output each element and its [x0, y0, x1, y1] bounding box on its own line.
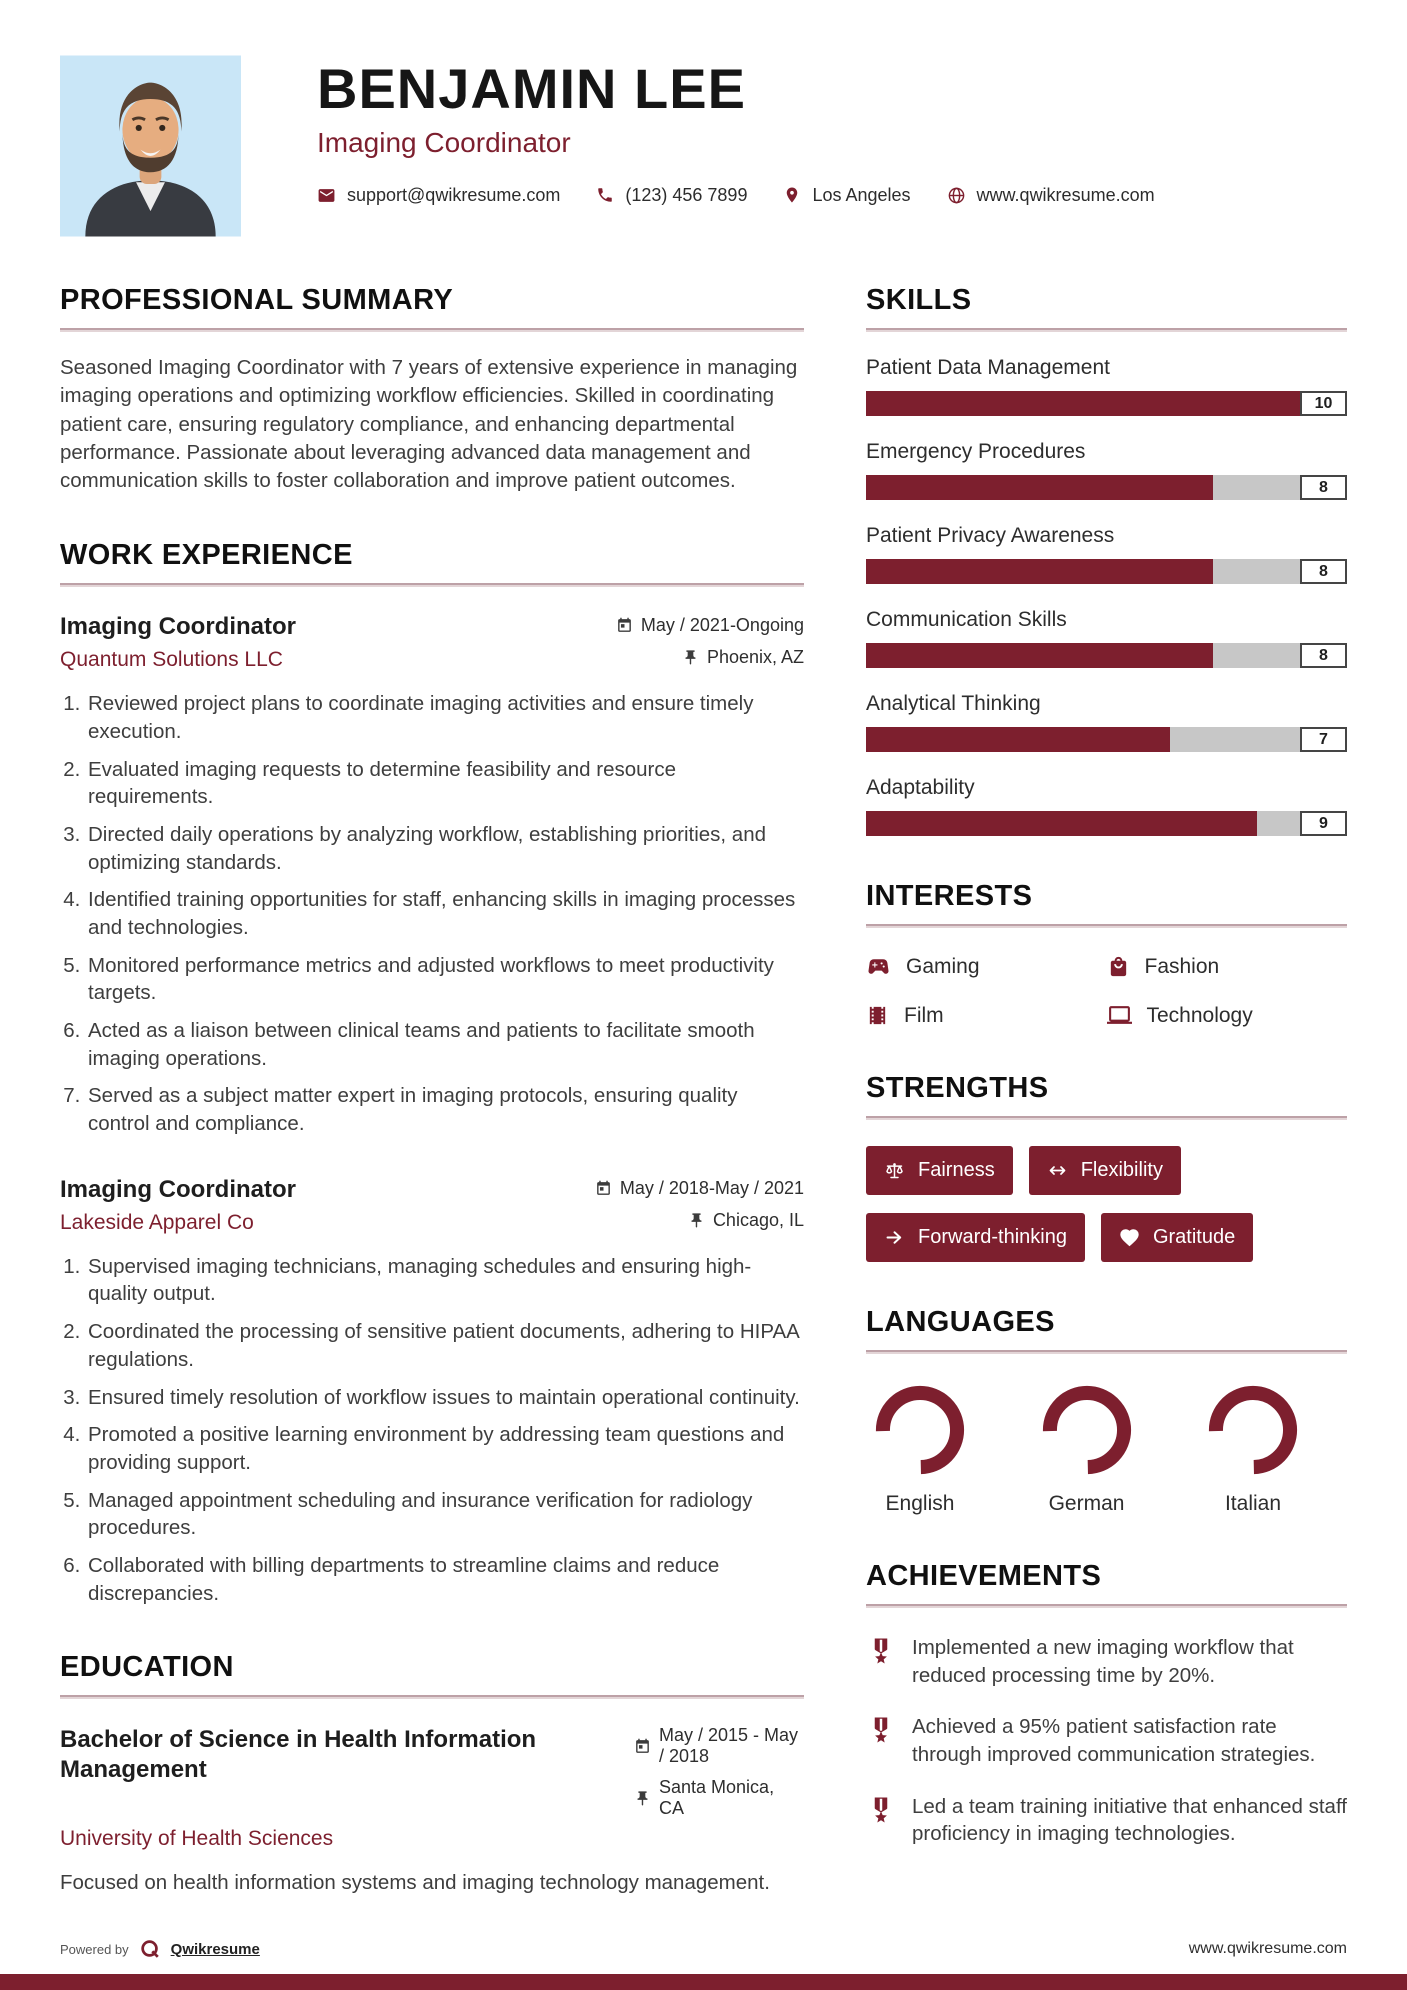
medal-icon	[866, 1715, 896, 1745]
job-bullet: 3. Directed daily operations by analyzing workflow, establishing priorities, and optimizing standards.	[86, 821, 804, 876]
job-company: Lakeside Apparel Co	[60, 1210, 254, 1234]
skill-label: Patient Data Management	[866, 356, 1110, 379]
job-bullet: 6. Acted as a liaison between clinical teams and patients to facilitate smooth imaging operations.	[86, 1017, 804, 1072]
contact-website-text: www.qwikresume.com	[976, 184, 1155, 205]
job-bullet: 2. Coordinated the processing of sensitive patient documents, adhering to HIPAA regulations.	[86, 1318, 804, 1373]
section-divider	[60, 328, 804, 332]
strengths-heading: STRENGTHS	[866, 1072, 1049, 1104]
section-professional-summary	[60, 284, 804, 495]
skill-bar	[866, 811, 1347, 836]
qwikresume-brand-link[interactable]: Qwikresume	[170, 1940, 260, 1958]
skill-bar-fill	[866, 475, 1213, 500]
section-divider	[866, 924, 1347, 928]
skill-label: Patient Privacy Awareness	[866, 524, 1115, 547]
contact-email-text: support@qwikresume.com	[347, 184, 561, 205]
job-bullet-list	[60, 690, 804, 1137]
calendar-icon	[616, 617, 633, 634]
skill-score: 8	[1300, 475, 1347, 500]
powered-by-label: Powered by	[60, 1941, 129, 1957]
language-item	[1207, 1384, 1299, 1516]
skill-bar-fill	[866, 391, 1300, 416]
page-footer	[60, 1938, 1347, 1960]
skill-score: 10	[1300, 391, 1347, 416]
achievement-item	[866, 1634, 1347, 1689]
person-job-title: Imaging Coordinator	[317, 126, 571, 158]
education-location	[634, 1777, 804, 1819]
globe-icon	[947, 186, 966, 205]
skill-bar-fill	[866, 643, 1213, 668]
job-dates	[616, 615, 804, 636]
section-interests	[866, 880, 1347, 1028]
pushpin-icon	[688, 1212, 705, 1229]
interest-item	[866, 1003, 1107, 1028]
skill-bar	[866, 391, 1347, 416]
job-bullet: 1. Reviewed project plans to coordinate imaging activities and ensure timely execution.	[86, 690, 804, 745]
skill-item	[866, 608, 1347, 668]
section-divider	[60, 583, 804, 587]
strength-label: Gratitude	[1152, 1226, 1236, 1248]
contact-email[interactable]	[317, 185, 560, 206]
skill-bar	[866, 559, 1347, 584]
skill-bar-fill	[866, 811, 1257, 836]
laptop-icon	[1107, 1003, 1132, 1028]
skill-bar-fill	[866, 727, 1170, 752]
job-dates	[595, 1178, 804, 1199]
skill-bar	[866, 643, 1347, 668]
arrow-right-icon	[884, 1227, 905, 1248]
achievements-heading: ACHIEVEMENTS	[866, 1560, 1102, 1592]
interest-label: Film	[904, 1003, 944, 1027]
heart-icon	[1119, 1227, 1140, 1248]
envelope-icon	[317, 186, 336, 205]
education-dates	[634, 1725, 804, 1767]
section-skills	[866, 284, 1347, 836]
skill-score: 8	[1300, 643, 1347, 668]
strength-badge	[1029, 1146, 1181, 1195]
job-dates-text: May / 2018-May / 2021	[619, 1177, 804, 1198]
job-bullet: 6. Collaborated with billing departments to streamline claims and reduce discrepancies.	[86, 1552, 804, 1607]
language-label: Italian	[1224, 1492, 1282, 1515]
job-bullet: 5. Monitored performance metrics and adjusted workflows to meet productivity targets.	[86, 952, 804, 1007]
interest-label: Fashion	[1144, 954, 1220, 978]
section-divider	[866, 1604, 1347, 1608]
strength-badge	[1101, 1213, 1253, 1262]
job-location-text: Phoenix, AZ	[706, 647, 804, 668]
section-education	[60, 1651, 804, 1897]
skill-item	[866, 776, 1347, 836]
education-entry	[60, 1725, 804, 1897]
contact-location	[783, 185, 910, 206]
strength-label: Forward-thinking	[918, 1226, 1067, 1248]
summary-heading: PROFESSIONAL SUMMARY	[60, 284, 454, 316]
interest-label: Gaming	[906, 954, 980, 978]
skills-heading: SKILLS	[866, 284, 972, 316]
job-entry	[60, 613, 804, 1137]
strength-badge	[866, 1146, 1013, 1195]
job-bullet: 2. Evaluated imaging requests to determine feasibility and resource requirements.	[86, 756, 804, 811]
pushpin-icon	[682, 649, 699, 666]
job-company: Quantum Solutions LLC	[60, 648, 283, 672]
left-right-arrow-icon	[1047, 1160, 1068, 1181]
job-bullet: 4. Promoted a positive learning environment by addressing team questions and providing support.	[86, 1421, 804, 1476]
section-divider	[60, 1695, 804, 1699]
scales-icon	[884, 1160, 905, 1181]
section-languages	[866, 1306, 1347, 1516]
contact-row	[317, 185, 1155, 206]
footer-website-link[interactable]: www.qwikresume.com	[1188, 1940, 1347, 1957]
job-location-text: Chicago, IL	[712, 1209, 804, 1230]
skill-score: 8	[1300, 559, 1347, 584]
skill-item	[866, 524, 1347, 584]
job-bullet: 3. Ensured timely resolution of workflow issues to maintain operational continuity.	[86, 1384, 804, 1412]
skill-label: Communication Skills	[866, 608, 1067, 631]
work-heading: WORK EXPERIENCE	[60, 539, 353, 572]
interest-item	[1107, 954, 1348, 979]
interests-heading: INTERESTS	[866, 880, 1033, 912]
skill-score: 9	[1300, 811, 1347, 836]
education-description: Focused on health information systems and imaging technology management.	[60, 1871, 770, 1895]
skill-label: Adaptability	[866, 776, 975, 799]
skill-bar	[866, 475, 1347, 500]
section-divider	[866, 1116, 1347, 1120]
skill-label: Analytical Thinking	[866, 692, 1041, 715]
medal-icon	[866, 1636, 896, 1666]
achievement-text: Implemented a new imaging workflow that reduced processing time by 20%.	[912, 1636, 1294, 1687]
location-pin-icon	[783, 186, 801, 204]
achievement-item	[866, 1713, 1347, 1768]
achievement-text: Led a team training initiative that enhanced staff proficiency in imaging technologies.	[912, 1794, 1347, 1846]
contact-location-text: Los Angeles	[812, 184, 911, 205]
school-name: University of Health Sciences	[60, 1827, 334, 1851]
skill-label: Emergency Procedures	[866, 440, 1086, 463]
medal-icon	[866, 1795, 896, 1825]
language-level-ring	[1207, 1384, 1299, 1476]
job-bullet: 1. Supervised imaging technicians, managing schedules and ensuring high-quality output.	[86, 1253, 804, 1308]
job-bullet: 7. Served as a subject matter expert in imaging protocols, ensuring quality control and compliance.	[86, 1082, 804, 1137]
section-divider	[866, 328, 1347, 332]
profile-photo-illustration	[60, 54, 241, 238]
language-label: English	[885, 1492, 955, 1515]
section-work-experience	[60, 539, 804, 1607]
skill-item	[866, 356, 1347, 416]
job-entry	[60, 1176, 804, 1607]
achievement-item	[866, 1793, 1347, 1848]
strength-label: Fairness	[918, 1159, 995, 1181]
section-strengths	[866, 1072, 1347, 1262]
skill-item	[866, 692, 1347, 752]
job-dates-text: May / 2021-Ongoing	[640, 615, 804, 636]
interest-item	[866, 954, 1107, 979]
skill-bar-fill	[866, 559, 1213, 584]
job-bullet-list	[60, 1253, 804, 1607]
contact-phone-text: (123) 456 7899	[625, 184, 748, 205]
skill-score: 7	[1300, 727, 1347, 752]
strength-label: Flexibility	[1080, 1159, 1163, 1181]
job-title: Imaging Coordinator	[60, 613, 296, 641]
achievement-text: Achieved a 95% patient satisfaction rate through improved communication strategies.	[912, 1715, 1316, 1767]
language-label: German	[1048, 1492, 1125, 1515]
skill-item	[866, 440, 1347, 500]
profile-photo	[60, 54, 241, 238]
contact-phone	[596, 185, 747, 206]
calendar-icon	[595, 1180, 612, 1197]
language-level-ring	[1041, 1384, 1133, 1476]
language-item	[874, 1384, 966, 1516]
languages-heading: LANGUAGES	[866, 1306, 1055, 1338]
calendar-icon	[634, 1738, 651, 1755]
interest-label: Technology	[1146, 1003, 1253, 1027]
phone-icon	[596, 186, 614, 204]
person-name: BENJAMIN LEE	[317, 57, 746, 120]
handbag-icon	[1107, 955, 1130, 978]
pushpin-icon	[634, 1790, 651, 1807]
education-heading: EDUCATION	[60, 1651, 234, 1684]
job-bullet: 5. Managed appointment scheduling and insurance verification for radiology procedures.	[86, 1487, 804, 1542]
job-bullet: 4. Identified training opportunities for staff, enhancing skills in imaging processes and technologies.	[86, 886, 804, 941]
job-location	[682, 647, 804, 668]
strength-badge	[866, 1213, 1085, 1262]
resume-header	[60, 54, 1347, 238]
film-icon	[866, 1004, 889, 1027]
education-dates-text: May / 2015 - May / 2018	[659, 1725, 799, 1767]
language-item	[1041, 1384, 1133, 1516]
interest-item	[1107, 1003, 1348, 1028]
gamepad-icon	[866, 954, 891, 979]
section-divider	[866, 1350, 1347, 1354]
bottom-accent-bar	[0, 1974, 1407, 1990]
education-location-text: Santa Monica, CA	[659, 1777, 775, 1819]
degree-title: Bachelor of Science in Health Information Management	[60, 1726, 537, 1784]
qwikresume-logo-icon	[139, 1938, 161, 1960]
skill-bar	[866, 727, 1347, 752]
summary-text: Seasoned Imaging Coordinator with 7 years of extensive experience in managing imaging operations and optimizing workflow efficiencies. Skilled in coordinating patient care, ensuring regulatory compliance, and enhancing departmental performance. Passionate about leveraging advanced data management and communication skills to foster collaboration and improve patient outcomes.	[60, 356, 798, 493]
job-location	[688, 1210, 804, 1231]
language-level-ring	[874, 1384, 966, 1476]
section-achievements	[866, 1560, 1347, 1848]
job-title: Imaging Coordinator	[60, 1175, 296, 1203]
contact-website[interactable]	[947, 185, 1155, 206]
